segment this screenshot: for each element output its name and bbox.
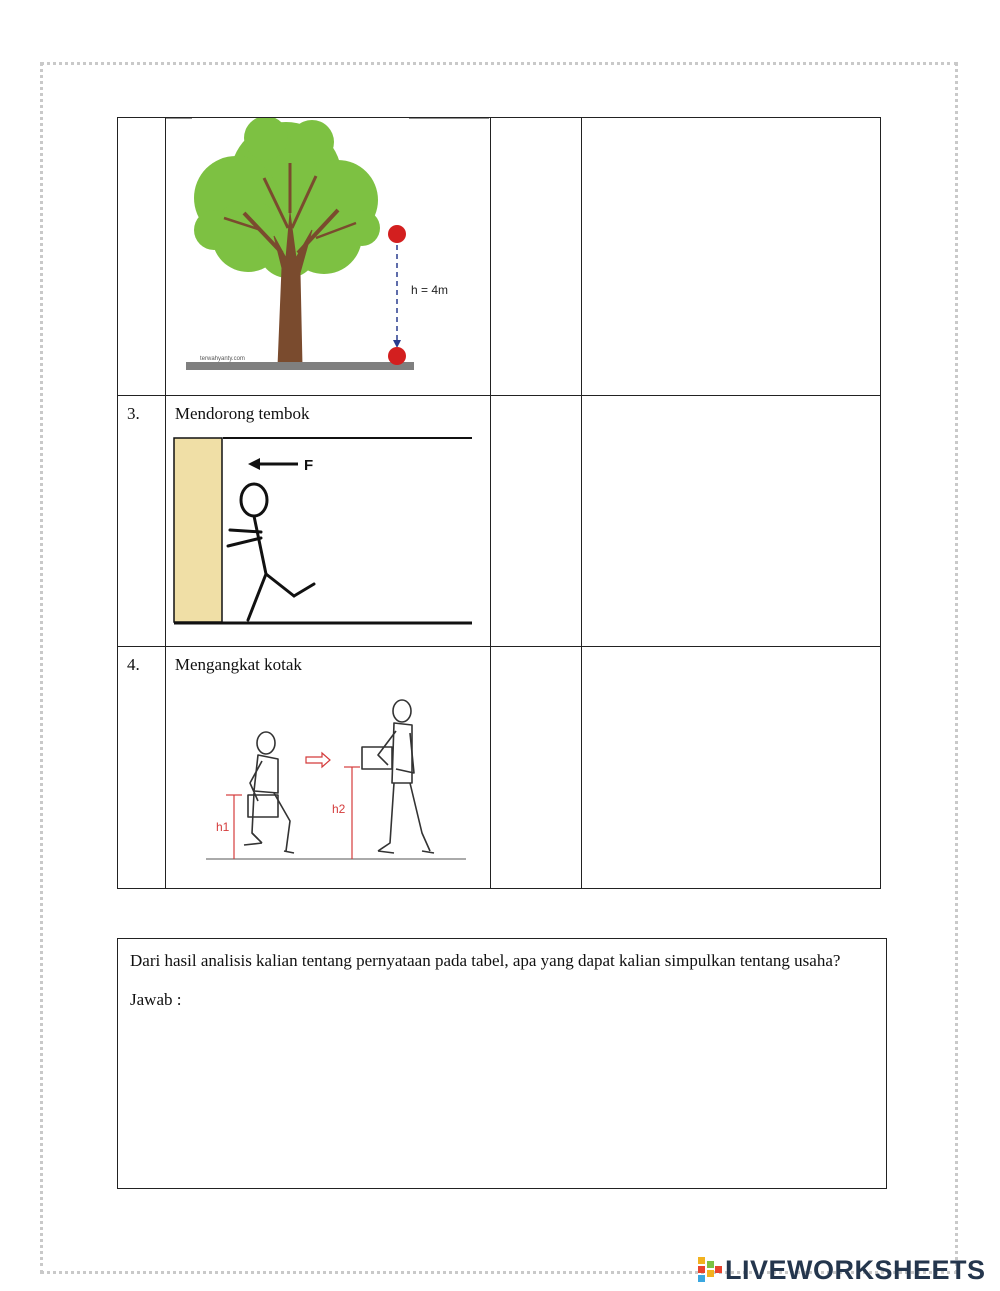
- apple-bottom-icon: [388, 347, 406, 365]
- brand-logo: [698, 1255, 986, 1285]
- table-row: [118, 647, 881, 889]
- row-description-cell: [165, 118, 490, 396]
- person-crouching: [244, 732, 294, 853]
- row-number-cell: [118, 647, 166, 889]
- arrow-right-icon: [306, 753, 330, 767]
- row-answer-cell-1[interactable]: [490, 396, 582, 647]
- height-label: h = 4m: [410, 283, 448, 297]
- liveworksheets-logo-icon: [698, 1257, 722, 1283]
- height1-label: h1: [215, 820, 230, 834]
- falling-apple-tree-illustration: [166, 118, 489, 394]
- person-standing: [362, 700, 434, 853]
- ground-line: [186, 362, 414, 370]
- row-answer-cell-2[interactable]: [582, 647, 881, 889]
- force-label: F: [303, 457, 314, 474]
- row-description-cell: [165, 396, 490, 647]
- table-row: [118, 396, 881, 647]
- row-description-cell: [165, 647, 490, 889]
- push-wall-illustration: [166, 434, 489, 634]
- row-description: Mengangkat kotak: [174, 655, 302, 674]
- height2-label: h2: [331, 802, 346, 816]
- row-number: 4.: [127, 655, 140, 674]
- image-credit: terwahyanty.com: [199, 356, 245, 362]
- row-answer-cell-2[interactable]: [582, 396, 881, 647]
- wall: [174, 438, 222, 622]
- table-row: [118, 118, 881, 396]
- row-answer-cell-2[interactable]: [582, 118, 881, 396]
- row-number-cell: [118, 396, 166, 647]
- row-description: Mendorong tembok: [174, 404, 310, 423]
- conclusion-box[interactable]: [117, 938, 887, 1189]
- row-answer-cell-1[interactable]: [490, 647, 582, 889]
- brand-name: LIVEWORKSHEETS: [725, 1254, 986, 1285]
- row-number-cell: [118, 118, 166, 396]
- lift-box-illustration: [166, 683, 489, 873]
- activity-table: [117, 117, 881, 889]
- apple-top-icon: [388, 225, 406, 243]
- answer-label: Jawab :: [130, 990, 182, 1009]
- row-answer-cell-1[interactable]: [490, 118, 582, 396]
- conclusion-question: Dari hasil analisis kalian tentang pernyataan pada tabel, apa yang dapat kalian simpulkan tentang usaha?: [130, 951, 841, 970]
- row-number: 3.: [127, 404, 140, 423]
